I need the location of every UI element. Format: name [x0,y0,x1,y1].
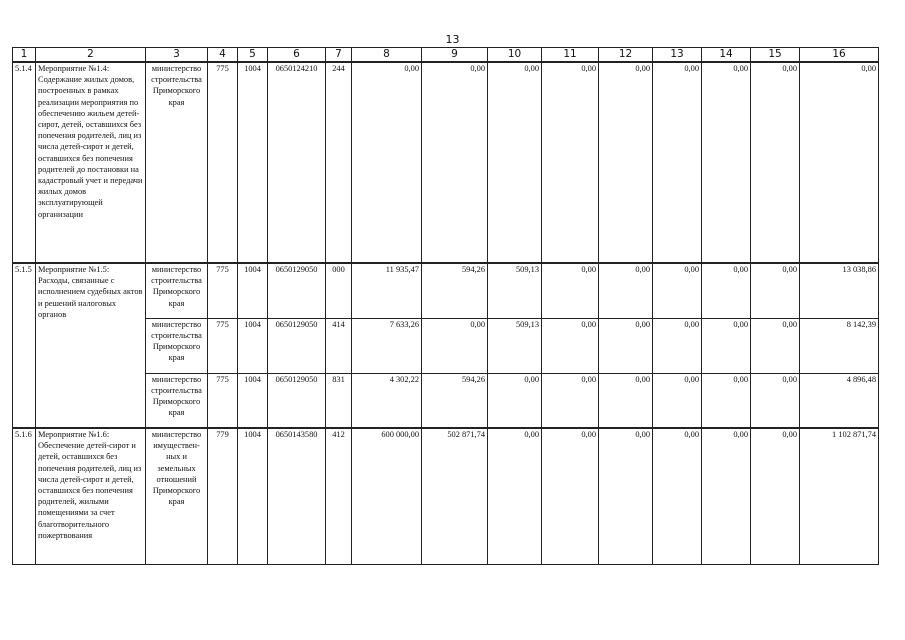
value-cell: 0,00 [599,318,653,373]
agency-cell: министерство строительства Приморского края [146,318,208,373]
agency-cell: министерство строительства Приморского края [146,373,208,428]
value-cell: 0,00 [702,428,751,564]
value-cell: 502 871,74 [422,428,488,564]
value-cell: 0,00 [599,62,653,263]
measure-name: Мероприятие №1.4: Содержание жилых домов, построенных в рамках реализации мероприятия по обеспечению жильем детей-сирот, детей, оставшихся без попечения родителей, лиц из числа детей-сирот и детей, оставшихся без попечения родителей до постановки на кадастровый учет и передачи жилых домов эксплуатирующей организации [36,62,146,263]
code-cell: 779 [208,428,238,564]
header-cell: 12 [599,48,653,63]
agency-cell: министерство строительства Приморского края [146,263,208,318]
value-cell: 0,00 [352,62,422,263]
header-row [13,48,879,63]
header-cell: 14 [702,48,751,63]
value-cell: 0,00 [800,62,879,263]
header-cell: 3 [146,48,208,63]
code-cell: 1004 [238,263,268,318]
header-cell: 13 [653,48,702,63]
header-cell: 16 [800,48,879,63]
value-cell: 7 633,26 [352,318,422,373]
value-cell: 0,00 [702,318,751,373]
header-cell: 8 [352,48,422,63]
header-cell: 1 [13,48,36,63]
value-cell: 0,00 [702,62,751,263]
code-cell: 775 [208,318,238,373]
value-cell: 0,00 [488,62,542,263]
value-cell: 600 000,00 [352,428,422,564]
value-cell: 0,00 [653,62,702,263]
code-cell: 414 [326,318,352,373]
agency-cell: министерство строительства Приморского края [146,62,208,263]
value-cell: 0,00 [653,263,702,318]
code-cell: 1004 [238,428,268,564]
value-cell: 11 935,47 [352,263,422,318]
code-cell: 0650129050 [268,263,326,318]
code-cell: 1004 [238,373,268,428]
value-cell: 0,00 [751,62,800,263]
header-cell: 11 [542,48,599,63]
table-row [13,428,879,564]
value-cell: 1 102 871,74 [800,428,879,564]
code-cell: 1004 [238,318,268,373]
value-cell: 0,00 [599,263,653,318]
value-cell: 594,26 [422,373,488,428]
value-cell: 0,00 [542,318,599,373]
code-cell: 412 [326,428,352,564]
code-cell: 0650143580 [268,428,326,564]
code-cell: 0650124210 [268,62,326,263]
row-number: 5.1.6 [13,428,36,564]
measure-name: Мероприятие №1.5: Расходы, связанные с исполнением судебных актов и решений налоговых органов [36,263,146,428]
header-cell: 5 [238,48,268,63]
header-cell: 4 [208,48,238,63]
budget-table [12,47,879,565]
code-cell: 775 [208,263,238,318]
agency-cell: министерство имуществен-ных и земельных отношений Приморского края [146,428,208,564]
value-cell: 509,13 [488,263,542,318]
row-number: 5.1.5 [13,263,36,428]
code-cell: 0650129050 [268,318,326,373]
header-cell: 7 [326,48,352,63]
header-cell: 10 [488,48,542,63]
header-cell: 6 [268,48,326,63]
value-cell: 0,00 [542,263,599,318]
code-cell: 1004 [238,62,268,263]
value-cell: 509,13 [488,318,542,373]
value-cell: 0,00 [422,318,488,373]
value-cell: 0,00 [751,373,800,428]
table-row [13,263,879,318]
code-cell: 244 [326,62,352,263]
measure-name: Мероприятие №1.6: Обеспечение детей-сирот и детей, оставшихся без попечения родителей, лиц из числа детей-сирот и детей, оставшихся без попечения родителей, жилыми помещениями за счет благотворительного пожертвования [36,428,146,564]
value-cell: 0,00 [653,373,702,428]
value-cell: 4 302,22 [352,373,422,428]
value-cell: 0,00 [751,263,800,318]
value-cell: 8 142,39 [800,318,879,373]
value-cell: 594,26 [422,263,488,318]
table-row [13,62,879,263]
code-cell: 0650129050 [268,373,326,428]
value-cell: 0,00 [422,62,488,263]
value-cell: 0,00 [702,263,751,318]
value-cell: 0,00 [653,318,702,373]
row-number: 5.1.4 [13,62,36,263]
value-cell: 0,00 [542,373,599,428]
value-cell: 0,00 [542,62,599,263]
page-number: 13 [445,33,460,46]
value-cell: 4 896,48 [800,373,879,428]
value-cell: 0,00 [751,428,800,564]
value-cell: 0,00 [542,428,599,564]
value-cell: 0,00 [488,428,542,564]
value-cell: 0,00 [488,373,542,428]
header-cell: 15 [751,48,800,63]
code-cell: 775 [208,62,238,263]
code-cell: 831 [326,373,352,428]
value-cell: 0,00 [751,318,800,373]
value-cell: 13 038,86 [800,263,879,318]
value-cell: 0,00 [653,428,702,564]
value-cell: 0,00 [599,373,653,428]
value-cell: 0,00 [599,428,653,564]
header-cell: 9 [422,48,488,63]
code-cell: 775 [208,373,238,428]
code-cell: 000 [326,263,352,318]
header-cell: 2 [36,48,146,63]
value-cell: 0,00 [702,373,751,428]
